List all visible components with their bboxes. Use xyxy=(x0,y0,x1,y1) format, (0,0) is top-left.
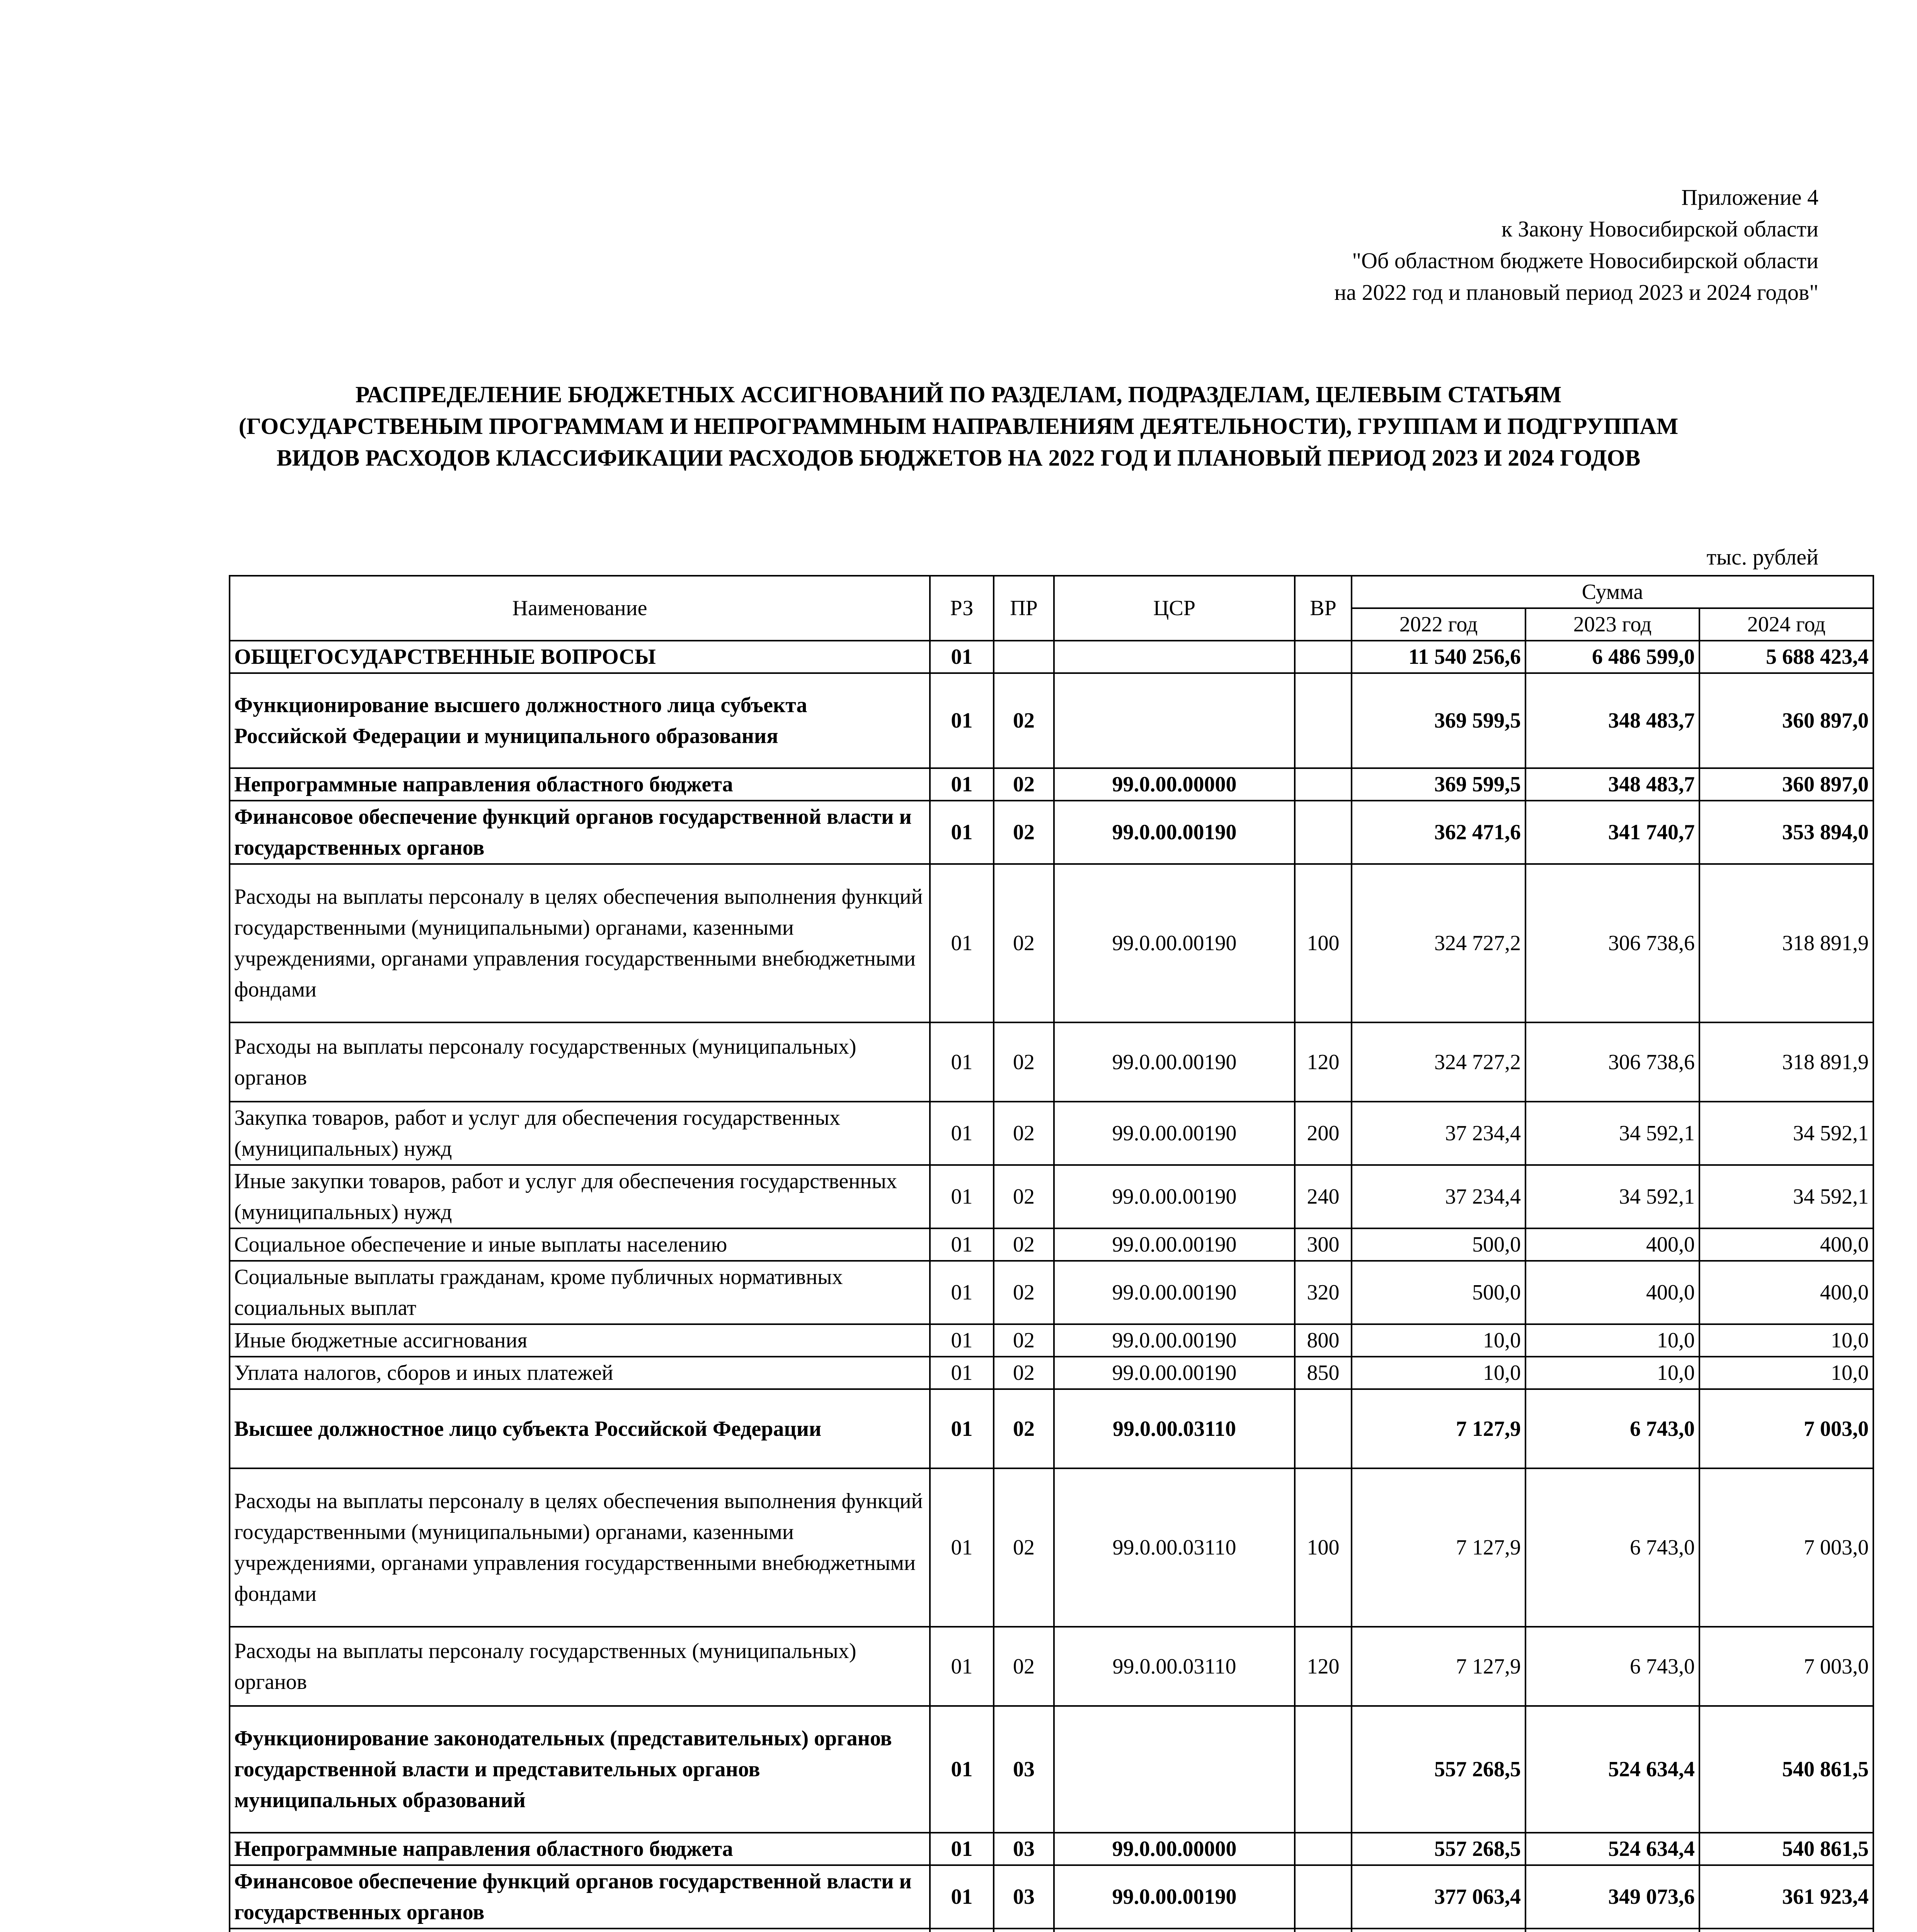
header-rz: РЗ xyxy=(930,576,994,641)
cell-rz: 01 xyxy=(930,1228,994,1261)
cell-pr: 03 xyxy=(994,1865,1054,1929)
cell-pr: 02 xyxy=(994,1228,1054,1261)
cell-pr: 02 xyxy=(994,801,1054,864)
cell-rz: 01 xyxy=(930,641,994,673)
cell-csr: 99.0.00.00190 xyxy=(1054,864,1295,1022)
cell-rz: 01 xyxy=(930,1833,994,1865)
cell-amount-2023: 349 073,6 xyxy=(1525,1865,1699,1929)
cell-amount-2023: 524 634,4 xyxy=(1525,1706,1699,1833)
cell-csr: 99.0.00.00190 xyxy=(1054,1357,1295,1389)
cell-name: Иные бюджетные ассигнования xyxy=(230,1324,930,1357)
cell-name: Уплата налогов, сборов и иных платежей xyxy=(230,1357,930,1389)
cell-amount-2022: 377 063,4 xyxy=(1352,1865,1525,1929)
cell-pr: 02 xyxy=(994,768,1054,801)
cell-amount-2022: 7 127,9 xyxy=(1352,1389,1525,1468)
cell-amount-2023: 348 483,7 xyxy=(1525,673,1699,768)
cell-amount-2023: 10,0 xyxy=(1525,1324,1699,1357)
appendix-line: Приложение 4 xyxy=(1681,185,1818,210)
header-sum: Сумма xyxy=(1352,576,1873,608)
cell-amount-2022: 7 127,9 xyxy=(1352,1627,1525,1706)
cell-amount-2024 xyxy=(1699,1929,1873,1932)
cell-amount-2022: 362 471,6 xyxy=(1352,801,1525,864)
cell-name: Расходы на выплаты персоналу государственных (муниципальных) органов xyxy=(230,1627,930,1706)
unit-note: тыс. рублей xyxy=(1706,544,1818,570)
title-line: РАСПРЕДЕЛЕНИЕ БЮДЖЕТНЫХ АССИГНОВАНИЙ ПО РАЗДЕЛАМ, ПОДРАЗДЕЛАМ, ЦЕЛЕВЫМ СТАТЬЯМ xyxy=(355,382,1562,407)
appendix-reference xyxy=(1334,182,1818,308)
cell-amount-2022: 10,0 xyxy=(1352,1357,1525,1389)
cell-rz: 01 xyxy=(930,1357,994,1389)
table-row xyxy=(230,1865,1873,1929)
cell-vr xyxy=(1295,1929,1352,1932)
appendix-line: "Об областном бюджете Новосибирской области xyxy=(1352,248,1818,273)
table-row xyxy=(230,768,1873,801)
cell-vr xyxy=(1295,641,1352,673)
cell-amount-2023 xyxy=(1525,1929,1699,1932)
cell-csr: 99.0.00.00190 xyxy=(1054,1102,1295,1165)
cell-vr: 100 xyxy=(1295,864,1352,1022)
cell-vr: 200 xyxy=(1295,1102,1352,1165)
cell-amount-2024: 34 592,1 xyxy=(1699,1102,1873,1165)
cell-rz: 01 xyxy=(930,1706,994,1833)
cell-rz: 01 xyxy=(930,1261,994,1324)
table-row xyxy=(230,1468,1873,1627)
cell-amount-2022: 557 268,5 xyxy=(1352,1833,1525,1865)
cell-csr: 99.0.00.00190 xyxy=(1054,1324,1295,1357)
cell-vr xyxy=(1295,673,1352,768)
cell-name: Непрограммные направления областного бюджета xyxy=(230,1833,930,1865)
cell-amount-2022: 369 599,5 xyxy=(1352,768,1525,801)
cell-amount-2024: 400,0 xyxy=(1699,1261,1873,1324)
cell-vr: 120 xyxy=(1295,1627,1352,1706)
cell-csr: 99.0.00.00190 xyxy=(1054,1261,1295,1324)
cell-amount-2023: 348 483,7 xyxy=(1525,768,1699,801)
header-name: Наименование xyxy=(230,576,930,641)
cell-amount-2023: 306 738,6 xyxy=(1525,1022,1699,1102)
cell-vr: 120 xyxy=(1295,1022,1352,1102)
cell-amount-2024: 400,0 xyxy=(1699,1228,1873,1261)
cell-amount-2022: 11 540 256,6 xyxy=(1352,641,1525,673)
cell-rz xyxy=(930,1929,994,1932)
table-header xyxy=(230,576,1873,641)
cell-amount-2023: 400,0 xyxy=(1525,1261,1699,1324)
cell-amount-2022: 557 268,5 xyxy=(1352,1706,1525,1833)
cell-amount-2024: 34 592,1 xyxy=(1699,1165,1873,1228)
cell-pr: 02 xyxy=(994,864,1054,1022)
appendix-line: на 2022 год и плановый период 2023 и 2024 годов" xyxy=(1334,280,1818,305)
header-csr: ЦСР xyxy=(1054,576,1295,641)
cell-csr: 99.0.00.00000 xyxy=(1054,768,1295,801)
cell-csr: 99.0.00.03110 xyxy=(1054,1389,1295,1468)
cell-name: Расходы на выплаты персоналу в целях обеспечения выполнения функций государственными (муниципальными) органами, казенными учреждениями, органами управления государственными внебюджетными фондами xyxy=(230,864,930,1022)
cell-amount-2022: 324 727,2 xyxy=(1352,864,1525,1022)
cell-amount-2023: 10,0 xyxy=(1525,1357,1699,1389)
table-row xyxy=(230,1929,1873,1932)
cell-csr: 99.0.00.00190 xyxy=(1054,1165,1295,1228)
cell-name: Социальные выплаты гражданам, кроме публичных нормативных социальных выплат xyxy=(230,1261,930,1324)
cell-rz: 01 xyxy=(930,1324,994,1357)
cell-amount-2023: 400,0 xyxy=(1525,1228,1699,1261)
cell-amount-2023: 34 592,1 xyxy=(1525,1102,1699,1165)
cell-amount-2022: 10,0 xyxy=(1352,1324,1525,1357)
title-line: (ГОСУДАРСТВЕНЫМ ПРОГРАММАМ И НЕПРОГРАММНЫМ НАПРАВЛЕНИЯМ ДЕЯТЕЛЬНОСТИ), ГРУППАМ И ПОДГРУППАМ xyxy=(238,413,1679,439)
cell-pr: 02 xyxy=(994,1022,1054,1102)
cell-csr: 99.0.00.00190 xyxy=(1054,1022,1295,1102)
cell-amount-2024: 361 923,4 xyxy=(1699,1865,1873,1929)
cell-name: Высшее должностное лицо субъекта Российской Федерации xyxy=(230,1389,930,1468)
cell-pr: 02 xyxy=(994,1261,1054,1324)
cell-rz: 01 xyxy=(930,864,994,1022)
header-vr: ВР xyxy=(1295,576,1352,641)
cell-amount-2024: 7 003,0 xyxy=(1699,1627,1873,1706)
cell-amount-2024: 5 688 423,4 xyxy=(1699,641,1873,673)
cell-rz: 01 xyxy=(930,1022,994,1102)
cell-amount-2022: 37 234,4 xyxy=(1352,1165,1525,1228)
table-row xyxy=(230,1706,1873,1833)
cell-vr xyxy=(1295,1389,1352,1468)
cell-csr: 99.0.00.00190 xyxy=(1054,801,1295,864)
cell-amount-2024: 318 891,9 xyxy=(1699,864,1873,1022)
cell-csr xyxy=(1054,1706,1295,1833)
table-row xyxy=(230,1324,1873,1357)
cell-csr xyxy=(1054,673,1295,768)
cell-name: Финансовое обеспечение функций органов государственной власти и государственных органов xyxy=(230,1865,930,1929)
table-row xyxy=(230,864,1873,1022)
cell-rz: 01 xyxy=(930,1627,994,1706)
cell-name xyxy=(230,1929,930,1932)
cell-name: Социальное обеспечение и иные выплаты населению xyxy=(230,1228,930,1261)
table-row xyxy=(230,1102,1873,1165)
cell-csr xyxy=(1054,641,1295,673)
table-row xyxy=(230,1261,1873,1324)
header-year-2022: 2022 год xyxy=(1352,608,1525,641)
title-line: ВИДОВ РАСХОДОВ КЛАССИФИКАЦИИ РАСХОДОВ БЮДЖЕТОВ НА 2022 ГОД И ПЛАНОВЫЙ ПЕРИОД 2023 И 2024 ГОДОВ xyxy=(276,445,1641,471)
appendix-line: к Закону Новосибирской области xyxy=(1501,216,1818,242)
cell-csr: 99.0.00.03110 xyxy=(1054,1468,1295,1627)
cell-vr xyxy=(1295,768,1352,801)
cell-amount-2024: 7 003,0 xyxy=(1699,1468,1873,1627)
cell-amount-2024: 10,0 xyxy=(1699,1324,1873,1357)
cell-name: ОБЩЕГОСУДАРСТВЕННЫЕ ВОПРОСЫ xyxy=(230,641,930,673)
cell-rz: 01 xyxy=(930,673,994,768)
cell-vr: 800 xyxy=(1295,1324,1352,1357)
cell-amount-2022: 369 599,5 xyxy=(1352,673,1525,768)
table-body xyxy=(230,641,1873,1932)
cell-vr: 100 xyxy=(1295,1468,1352,1627)
table-row xyxy=(230,1833,1873,1865)
cell-vr xyxy=(1295,1833,1352,1865)
cell-amount-2023: 306 738,6 xyxy=(1525,864,1699,1022)
cell-csr: 99.0.00.00190 xyxy=(1054,1228,1295,1261)
cell-name: Закупка товаров, работ и услуг для обеспечения государственных (муниципальных) нужд xyxy=(230,1102,930,1165)
cell-rz: 01 xyxy=(930,1102,994,1165)
cell-amount-2022 xyxy=(1352,1929,1525,1932)
cell-rz: 01 xyxy=(930,1865,994,1929)
cell-pr xyxy=(994,1929,1054,1932)
cell-name: Расходы на выплаты персоналу в целях обеспечения выполнения функций государственными (муниципальными) органами, казенными учреждениями, органами управления государственными внебюджетными фондами xyxy=(230,1468,930,1627)
cell-vr xyxy=(1295,1865,1352,1929)
cell-pr: 02 xyxy=(994,1165,1054,1228)
header-year-2024: 2024 год xyxy=(1699,608,1873,641)
cell-amount-2022: 37 234,4 xyxy=(1352,1102,1525,1165)
cell-rz: 01 xyxy=(930,1165,994,1228)
cell-pr: 03 xyxy=(994,1706,1054,1833)
cell-name: Иные закупки товаров, работ и услуг для обеспечения государственных (муниципальных) нужд xyxy=(230,1165,930,1228)
cell-pr: 02 xyxy=(994,1389,1054,1468)
cell-amount-2023: 524 634,4 xyxy=(1525,1833,1699,1865)
cell-rz: 01 xyxy=(930,1389,994,1468)
cell-rz: 01 xyxy=(930,801,994,864)
cell-pr: 02 xyxy=(994,1627,1054,1706)
cell-pr: 02 xyxy=(994,673,1054,768)
cell-amount-2024: 10,0 xyxy=(1699,1357,1873,1389)
cell-amount-2022: 500,0 xyxy=(1352,1228,1525,1261)
table-row xyxy=(230,1165,1873,1228)
table-row xyxy=(230,801,1873,864)
budget-table xyxy=(229,575,1874,1932)
cell-amount-2023: 6 486 599,0 xyxy=(1525,641,1699,673)
cell-amount-2022: 7 127,9 xyxy=(1352,1468,1525,1627)
cell-name: Расходы на выплаты персоналу государственных (муниципальных) органов xyxy=(230,1022,930,1102)
cell-amount-2024: 318 891,9 xyxy=(1699,1022,1873,1102)
cell-amount-2024: 7 003,0 xyxy=(1699,1389,1873,1468)
cell-pr: 02 xyxy=(994,1357,1054,1389)
cell-amount-2022: 500,0 xyxy=(1352,1261,1525,1324)
cell-vr xyxy=(1295,801,1352,864)
cell-name: Финансовое обеспечение функций органов государственной власти и государственных органов xyxy=(230,801,930,864)
cell-amount-2023: 6 743,0 xyxy=(1525,1389,1699,1468)
cell-pr xyxy=(994,641,1054,673)
cell-amount-2024: 540 861,5 xyxy=(1699,1706,1873,1833)
cell-pr: 03 xyxy=(994,1833,1054,1865)
table-row xyxy=(230,1022,1873,1102)
cell-pr: 02 xyxy=(994,1468,1054,1627)
table-row xyxy=(230,1357,1873,1389)
cell-pr: 02 xyxy=(994,1102,1054,1165)
cell-name: Функционирование законодательных (представительных) органов государственной власти и представительных органов муниципальных образований xyxy=(230,1706,930,1833)
cell-amount-2022: 324 727,2 xyxy=(1352,1022,1525,1102)
cell-vr: 320 xyxy=(1295,1261,1352,1324)
table-row xyxy=(230,673,1873,768)
cell-csr: 99.0.00.00000 xyxy=(1054,1833,1295,1865)
cell-csr: 99.0.00.03110 xyxy=(1054,1627,1295,1706)
cell-csr xyxy=(1054,1929,1295,1932)
cell-amount-2024: 540 861,5 xyxy=(1699,1833,1873,1865)
cell-amount-2024: 353 894,0 xyxy=(1699,801,1873,864)
cell-vr xyxy=(1295,1706,1352,1833)
cell-amount-2024: 360 897,0 xyxy=(1699,768,1873,801)
cell-rz: 01 xyxy=(930,1468,994,1627)
cell-amount-2023: 6 743,0 xyxy=(1525,1468,1699,1627)
cell-name: Функционирование высшего должностного лица субъекта Российской Федерации и муниципального образования xyxy=(230,673,930,768)
table-row xyxy=(230,1389,1873,1468)
document-title xyxy=(174,379,1743,474)
cell-csr: 99.0.00.00190 xyxy=(1054,1865,1295,1929)
cell-amount-2023: 341 740,7 xyxy=(1525,801,1699,864)
table-row xyxy=(230,1228,1873,1261)
cell-amount-2023: 34 592,1 xyxy=(1525,1165,1699,1228)
header-pr: ПР xyxy=(994,576,1054,641)
cell-vr: 850 xyxy=(1295,1357,1352,1389)
cell-name: Непрограммные направления областного бюджета xyxy=(230,768,930,801)
cell-pr: 02 xyxy=(994,1324,1054,1357)
cell-vr: 240 xyxy=(1295,1165,1352,1228)
cell-vr: 300 xyxy=(1295,1228,1352,1261)
cell-amount-2024: 360 897,0 xyxy=(1699,673,1873,768)
table-row xyxy=(230,641,1873,673)
header-year-2023: 2023 год xyxy=(1525,608,1699,641)
cell-rz: 01 xyxy=(930,768,994,801)
table-row xyxy=(230,1627,1873,1706)
cell-amount-2023: 6 743,0 xyxy=(1525,1627,1699,1706)
